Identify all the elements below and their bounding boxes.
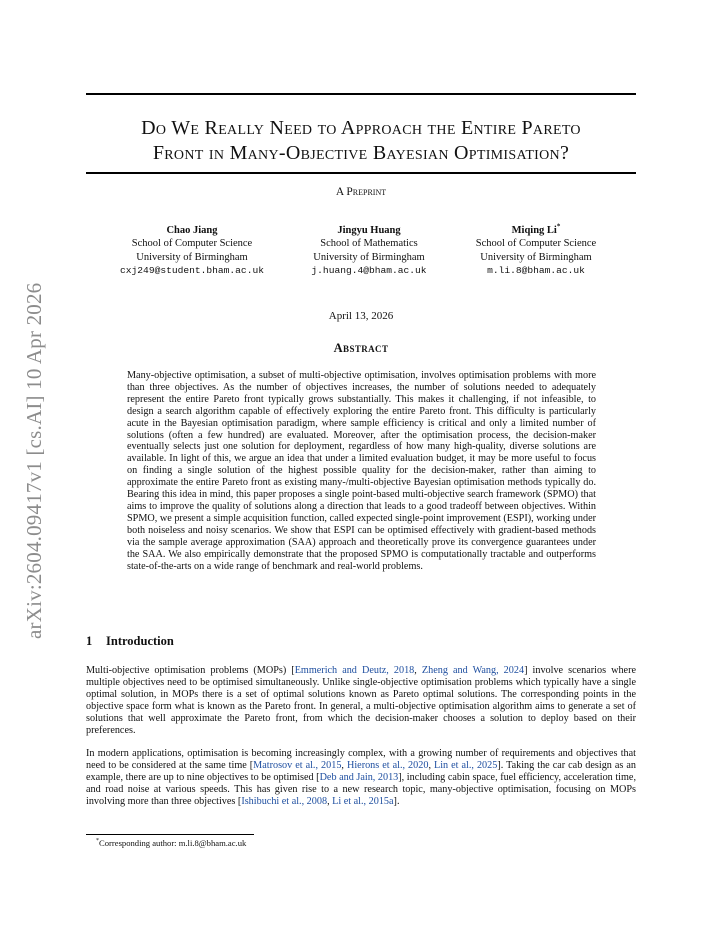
section-number: 1: [86, 634, 93, 648]
citation-link[interactable]: Li et al., 2015a: [332, 795, 394, 807]
author-department: School of Mathematics: [320, 238, 418, 250]
text-run: ,: [414, 665, 422, 676]
citation-link[interactable]: Ishibuchi et al., 2008: [241, 795, 328, 807]
author-block: [279, 224, 459, 278]
publication-date: April 13, 2026: [328, 310, 394, 322]
footnote-text: Corresponding author: m.li.8@bham.ac.uk: [99, 838, 247, 848]
author-email: m.li.8@bham.ac.uk: [487, 265, 585, 277]
citation-link[interactable]: Deb and Jain, 2013: [319, 771, 399, 783]
abstract-text: Many-objective optimisation, a subset of multi-objective optimisation, involves optimisation problems with more than three objectives. As the number of objectives increases, the number of solutions needed to adequately represent the entire Pareto front typically grows substantially. This makes it challenging, if not infeasible, to design a search algorithm capable of effectively exploring the entire Pareto front. This difficulty is particularly acute in the Bayesian optimisation paradigm, where sample efficiency is critical and only a limited number of solutions (often a few hundred) are evaluated. Moreover, after the optimisation process, the decision-maker eventually selects just one solution for deployment, regardless of how many high-quality, diverse solutions are available. In light of this, we argue an idea that under a limited evaluation budget, it may be more useful to focus on finding a single solution of the highest possible quality for the decision-maker, rather than aiming to approximate the entire Pareto front as existing many-/multi-objective Bayesian optimisation methods typically do. Bearing this idea in mind, this paper proposes a single point-based multi-objective search framework (SPMO) that aims to improve the quality of solutions along a direction that leads to a good tradeoff between objectives. Within SPMO, we present a simple acquisition function, called expected single-point improvement (ESPI), working under both noiseless and noisy scenarios. We show that ESPI can be optimised effectively with gradient-based methods via the sample average approximation (SAA) approach and theoretically prove its convergence guarantees under the SAA. We also empirically demonstrate that the proposed SPMO is computationally tractable and outperforms state-of-the-arts on a wide range of benchmark and real-world problems.: [127, 370, 596, 572]
citation-link[interactable]: Hierons et al., 2020: [346, 759, 429, 771]
section-title: Introduction: [106, 634, 174, 648]
author-name: Chao Jiang: [166, 225, 218, 236]
citation-link[interactable]: Matrosov et al., 2015: [253, 759, 342, 771]
author-university: University of Birmingham: [313, 251, 425, 263]
citation-link[interactable]: Zheng and Wang, 2024: [421, 665, 525, 676]
author-email: cxj249@student.bham.ac.uk: [120, 265, 264, 277]
author-department: School of Computer Science: [131, 238, 253, 250]
author-block: [102, 224, 282, 278]
author-name: Jingyu Huang: [337, 225, 401, 236]
section-heading: [86, 634, 174, 649]
author-block: [446, 224, 626, 278]
author-university: University of Birmingham: [136, 251, 248, 263]
text-run: ,: [341, 759, 347, 771]
preprint-label: A Preprint: [335, 186, 387, 198]
author-name: Miqing Li: [511, 225, 557, 236]
text-run: ,: [327, 795, 333, 807]
author-name-line: [446, 224, 626, 237]
footnote-mark: *: [96, 838, 99, 845]
footnote-rule: [86, 834, 254, 835]
text-run: Multi-objective optimisation problems (MOPs) [: [86, 665, 295, 676]
citation-link[interactable]: Lin et al., 2025: [434, 759, 498, 771]
text-run: ,: [428, 759, 434, 771]
paper-title: [86, 116, 636, 166]
text-run: ]. Taking the car cab design as an example, there are up to nine objectives to be optimised [: [86, 759, 636, 783]
title-line-2: Front in Many-Objective Bayesian Optimisation?: [152, 142, 570, 164]
text-run: ] involve scenarios where multiple objectives need to be optimised simultaneously. Unlike single-objective optimisation problems which typically have a single optimal solution, in MOPs there is a set of optimal solutions known as Pareto optimal solutions. The corresponding points in the objective space form what is known as the Pareto front. In general, a multi-objective optimisation algorithm aims to generate a set of solutions that well approximate the Pareto front, from which the decision-maker chooses a solution to deploy based on their preferences.: [86, 665, 636, 736]
intro-paragraph-2: [86, 748, 636, 808]
abstract-heading: Abstract: [333, 341, 389, 355]
text-run: ], including cabin space, fuel efficiency, acceleration time, and road noise at various speeds. This has given rise to a new research topic, many-objective optimisation, focusing on MOPs involving more than three objectives [: [86, 771, 636, 807]
title-top-rule: [86, 93, 636, 95]
author-university: University of Birmingham: [480, 251, 592, 263]
author-department: School of Computer Science: [475, 238, 597, 250]
corresponding-author-mark: *: [556, 222, 561, 231]
intro-paragraph-1: [86, 665, 636, 736]
title-line-1: Do We Really Need to Approach the Entire Pareto: [141, 117, 581, 139]
footnote: [96, 838, 246, 848]
author-email: j.huang.4@bham.ac.uk: [311, 265, 427, 277]
title-bottom-rule: [86, 172, 636, 174]
arxiv-identifier: arXiv:2604.09417v1 [cs.AI] 10 Apr 2026: [22, 282, 46, 639]
text-run: ].: [393, 795, 400, 807]
text-run: In modern applications, optimisation is becoming increasingly complex, with a growing number of requirements and objectives that need to be considered at the same time [: [86, 748, 636, 771]
citation-link[interactable]: Emmerich and Deutz, 2018: [294, 665, 415, 676]
